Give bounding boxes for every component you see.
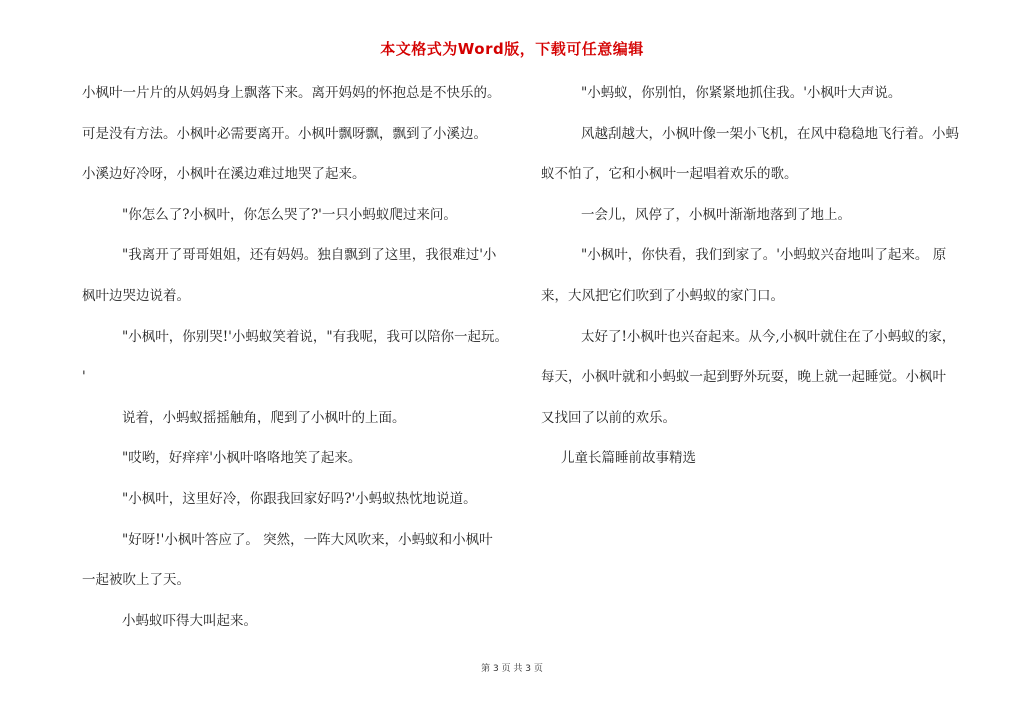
text-line: 每天，小枫叶就和小蚂蚁一起到野外玩耍，晚上就一起睡觉。小枫叶 xyxy=(541,369,946,386)
text-line: ' xyxy=(82,369,86,386)
text-line: 一会儿，风停了，小枫叶渐渐地落到了地上。 xyxy=(581,206,851,223)
text-line: "小枫叶，你快看，我们到家了。'小蚂蚁兴奋地叫了起来。 原 xyxy=(581,247,947,264)
text-line: 风越刮越大，小枫叶像一架小飞机，在风中稳稳地飞行着。小蚂 xyxy=(581,125,959,142)
text-line: "小枫叶，你别哭!'小蚂蚁笑着说，"有我呢，我可以陪你一起玩。 xyxy=(122,328,509,345)
text-line: 又找回了以前的欢乐。 xyxy=(541,409,676,426)
text-line: 一起被吹上了天。 xyxy=(82,572,190,589)
text-line: 说着，小蚂蚁摇摇触角，爬到了小枫叶的上面。 xyxy=(122,409,406,426)
right-text-column xyxy=(541,78,959,484)
format-banner: 本文格式为Word版，下载可任意编辑 xyxy=(380,40,644,58)
text-line: 可是没有方法。小枫叶必需要离开。小枫叶飘呀飘，飘到了小溪边。 xyxy=(82,125,487,142)
left-text-column xyxy=(82,78,514,646)
text-line: "小蚂蚁，你别怕，你紧紧地抓住我。'小枫叶大声说。 xyxy=(581,85,902,101)
text-line: 小枫叶一片片的从妈妈身上飘落下来。离开妈妈的怀抱总是不快乐的。 xyxy=(82,85,501,101)
text-line: "哎哟，好痒痒'小枫叶咯咯地笑了起来。 xyxy=(122,450,362,467)
text-line: 蚁不怕了，它和小枫叶一起唱着欢乐的歌。 xyxy=(541,166,798,183)
text-line: "小枫叶，这里好冷，你跟我回家好吗?'小蚂蚁热忱地说道。 xyxy=(122,490,477,507)
text-line: 枫叶边哭边说着。 xyxy=(82,287,190,304)
text-line: "我离开了哥哥姐姐，还有妈妈。独自飘到了这里，我很难过'小 xyxy=(122,247,497,264)
text-line: 小蚂蚁吓得大叫起来。 xyxy=(122,612,257,629)
text-line: 小溪边好冷呀，小枫叶在溪边难过地哭了起来。 xyxy=(82,166,366,183)
text-line: 太好了!小枫叶也兴奋起来。从今,小枫叶就住在了小蚂蚁的家， xyxy=(581,328,956,345)
page-number-footer: 第 3 页 共 3 页 xyxy=(481,664,543,674)
text-line: "你怎么了?小枫叶，你怎么哭了?'一只小蚂蚁爬过来问。 xyxy=(122,206,457,223)
text-line: 来，大风把它们吹到了小蚂蚁的家门口。 xyxy=(541,287,784,304)
text-line: 儿童长篇睡前故事精选 xyxy=(561,450,696,467)
text-line: "好呀!'小枫叶答应了。 突然，一阵大风吹来，小蚂蚁和小枫叶 xyxy=(122,531,493,548)
